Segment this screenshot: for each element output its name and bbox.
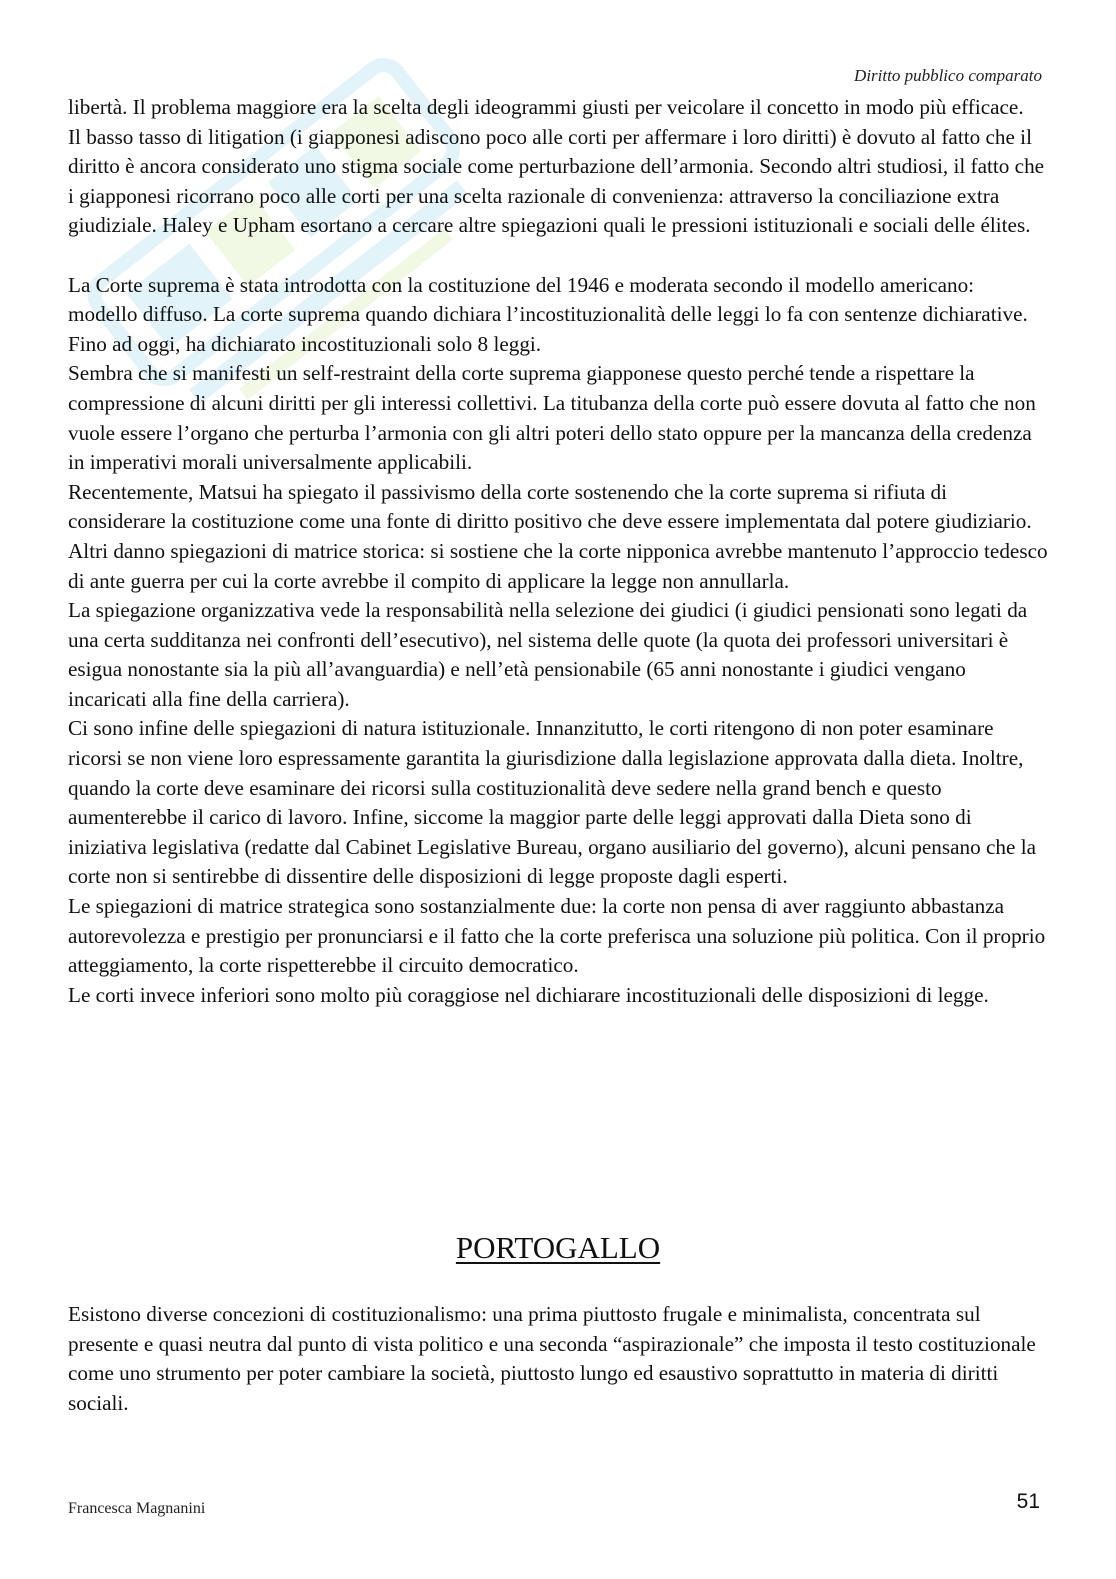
body-text: [68, 93, 1048, 1010]
paragraph: Ci sono infine delle spiegazioni di natura istituzionale. Innanzitutto, le corti ritengono di non poter esaminare ricorsi se non viene loro espressamente garantita la giurisdizione dalla legislazione approvata dalla dieta. Inoltre, quando la corte deve esaminare dei ricorsi sulla costituzionalità deve sedere nella grand bench e questo aumenterebbe il carico di lavoro. Infine, siccome la maggior parte delle leggi approvati dalla Dieta sono di iniziativa legislativa (redatte dal Cabinet Legislative Bureau, organo ausiliario del governo), alcuni pensano che la corte non si sentirebbe di dissentire delle disposizioni di legge proposte dagli esperti.: [68, 716, 1037, 889]
footer-author: Francesca Magnanini: [68, 1500, 206, 1517]
section-body: [68, 1300, 1048, 1418]
paragraph: Le corti invece inferiori sono molto più coraggiose nel dichiarare incostituzionali delle disposizioni di legge.: [68, 982, 989, 1007]
running-header-title: Diritto pubblico comparato: [854, 66, 1042, 85]
paragraph: Sembra che si manifesti un self-restraint della corte suprema giapponese questo perché tende a rispettare la compressione di alcuni diritti per gli interessi collettivi. La titubanza della corte può essere dovuta al fatto che non vuole essere l’organo che perturba l’armonia con gli altri poteri dello stato oppure per la mancanza della credenza in imperativi morali universalmente applicabili.: [68, 361, 1036, 475]
paragraph: Le spiegazioni di matrice strategica sono sostanzialmente due: la corte non pensa di aver raggiunto abbastanza autorevolezza e prestigio per pronunciarsi e il fatto che la corte preferisca una soluzione più politica. Con il proprio atteggiamento, la corte rispetterebbe il circuito democratico.: [68, 894, 1046, 978]
paragraph: La Corte suprema è stata introdotta con la costituzione del 1946 e moderata secondo il modello americano: modello diffuso. La corte suprema quando dichiara l’incostituzionalità delle leggi lo fa con sentenze dichiarative. Fino ad oggi, ha dichiarato incostituzionali solo 8 leggi.: [68, 272, 1028, 356]
paragraph: La spiegazione organizzativa vede la responsabilità nella selezione dei giudici (i giudici pensionati sono legati da una certa sudditanza nei confronti dell’esecutivo), nel sistema delle quote (la quota dei professori universitari è esigua nonostante sia la più all’avanguardia) e nell’età pensionabile (65 anni nonostante i giudici vengano incaricati alla fine della carriera).: [68, 598, 1028, 711]
section-title: PORTOGALLO: [455, 1230, 661, 1265]
paragraph: Recentemente, Matsui ha spiegato il passivismo della corte sostenendo che la corte suprema si rifiuta di considerare la costituzione come una fonte di diritto positivo che deve essere implementata dal potere giudiziario.: [68, 479, 1032, 534]
paragraph: Esistono diverse concezioni di costituzionalismo: una prima piuttosto frugale e minimalista, concentrata sul presente e quasi neutra dal punto di vista politico e una seconda “aspirazionale” che imposta il testo costituzionale come uno strumento per poter cambiare la società, piuttosto lungo ed esaustivo soprattutto in materia di diritti sociali.: [68, 1302, 1036, 1415]
paragraph: Altri danno spiegazioni di matrice storica: si sostiene che la corte nipponica avrebbe mantenuto l’approccio tedesco di ante guerra per cui la corte avrebbe il compito di applicare la legge non annullarla.: [68, 538, 1048, 593]
paragraph: libertà. Il problema maggiore era la scelta degli ideogrammi giusti per veicolare il concetto in modo più efficace.: [68, 95, 1024, 119]
paragraph: Il basso tasso di litigation (i giapponesi adiscono poco alle corti per affermare i loro diritti) è dovuto al fatto che il diritto è ancora considerato uno stigma sociale come perturbazione dell’armonia. Secondo altri studiosi, il fatto che i giapponesi ricorrano poco alle corti per una scelta razionale di convenienza: attraverso la conciliazione extra giudiziale. Haley e Upham esortano a cercare altre spiegazioni quali le pressioni istituzionali e sociali delle élites.: [68, 124, 1045, 238]
page-number: 51: [1016, 1490, 1040, 1513]
